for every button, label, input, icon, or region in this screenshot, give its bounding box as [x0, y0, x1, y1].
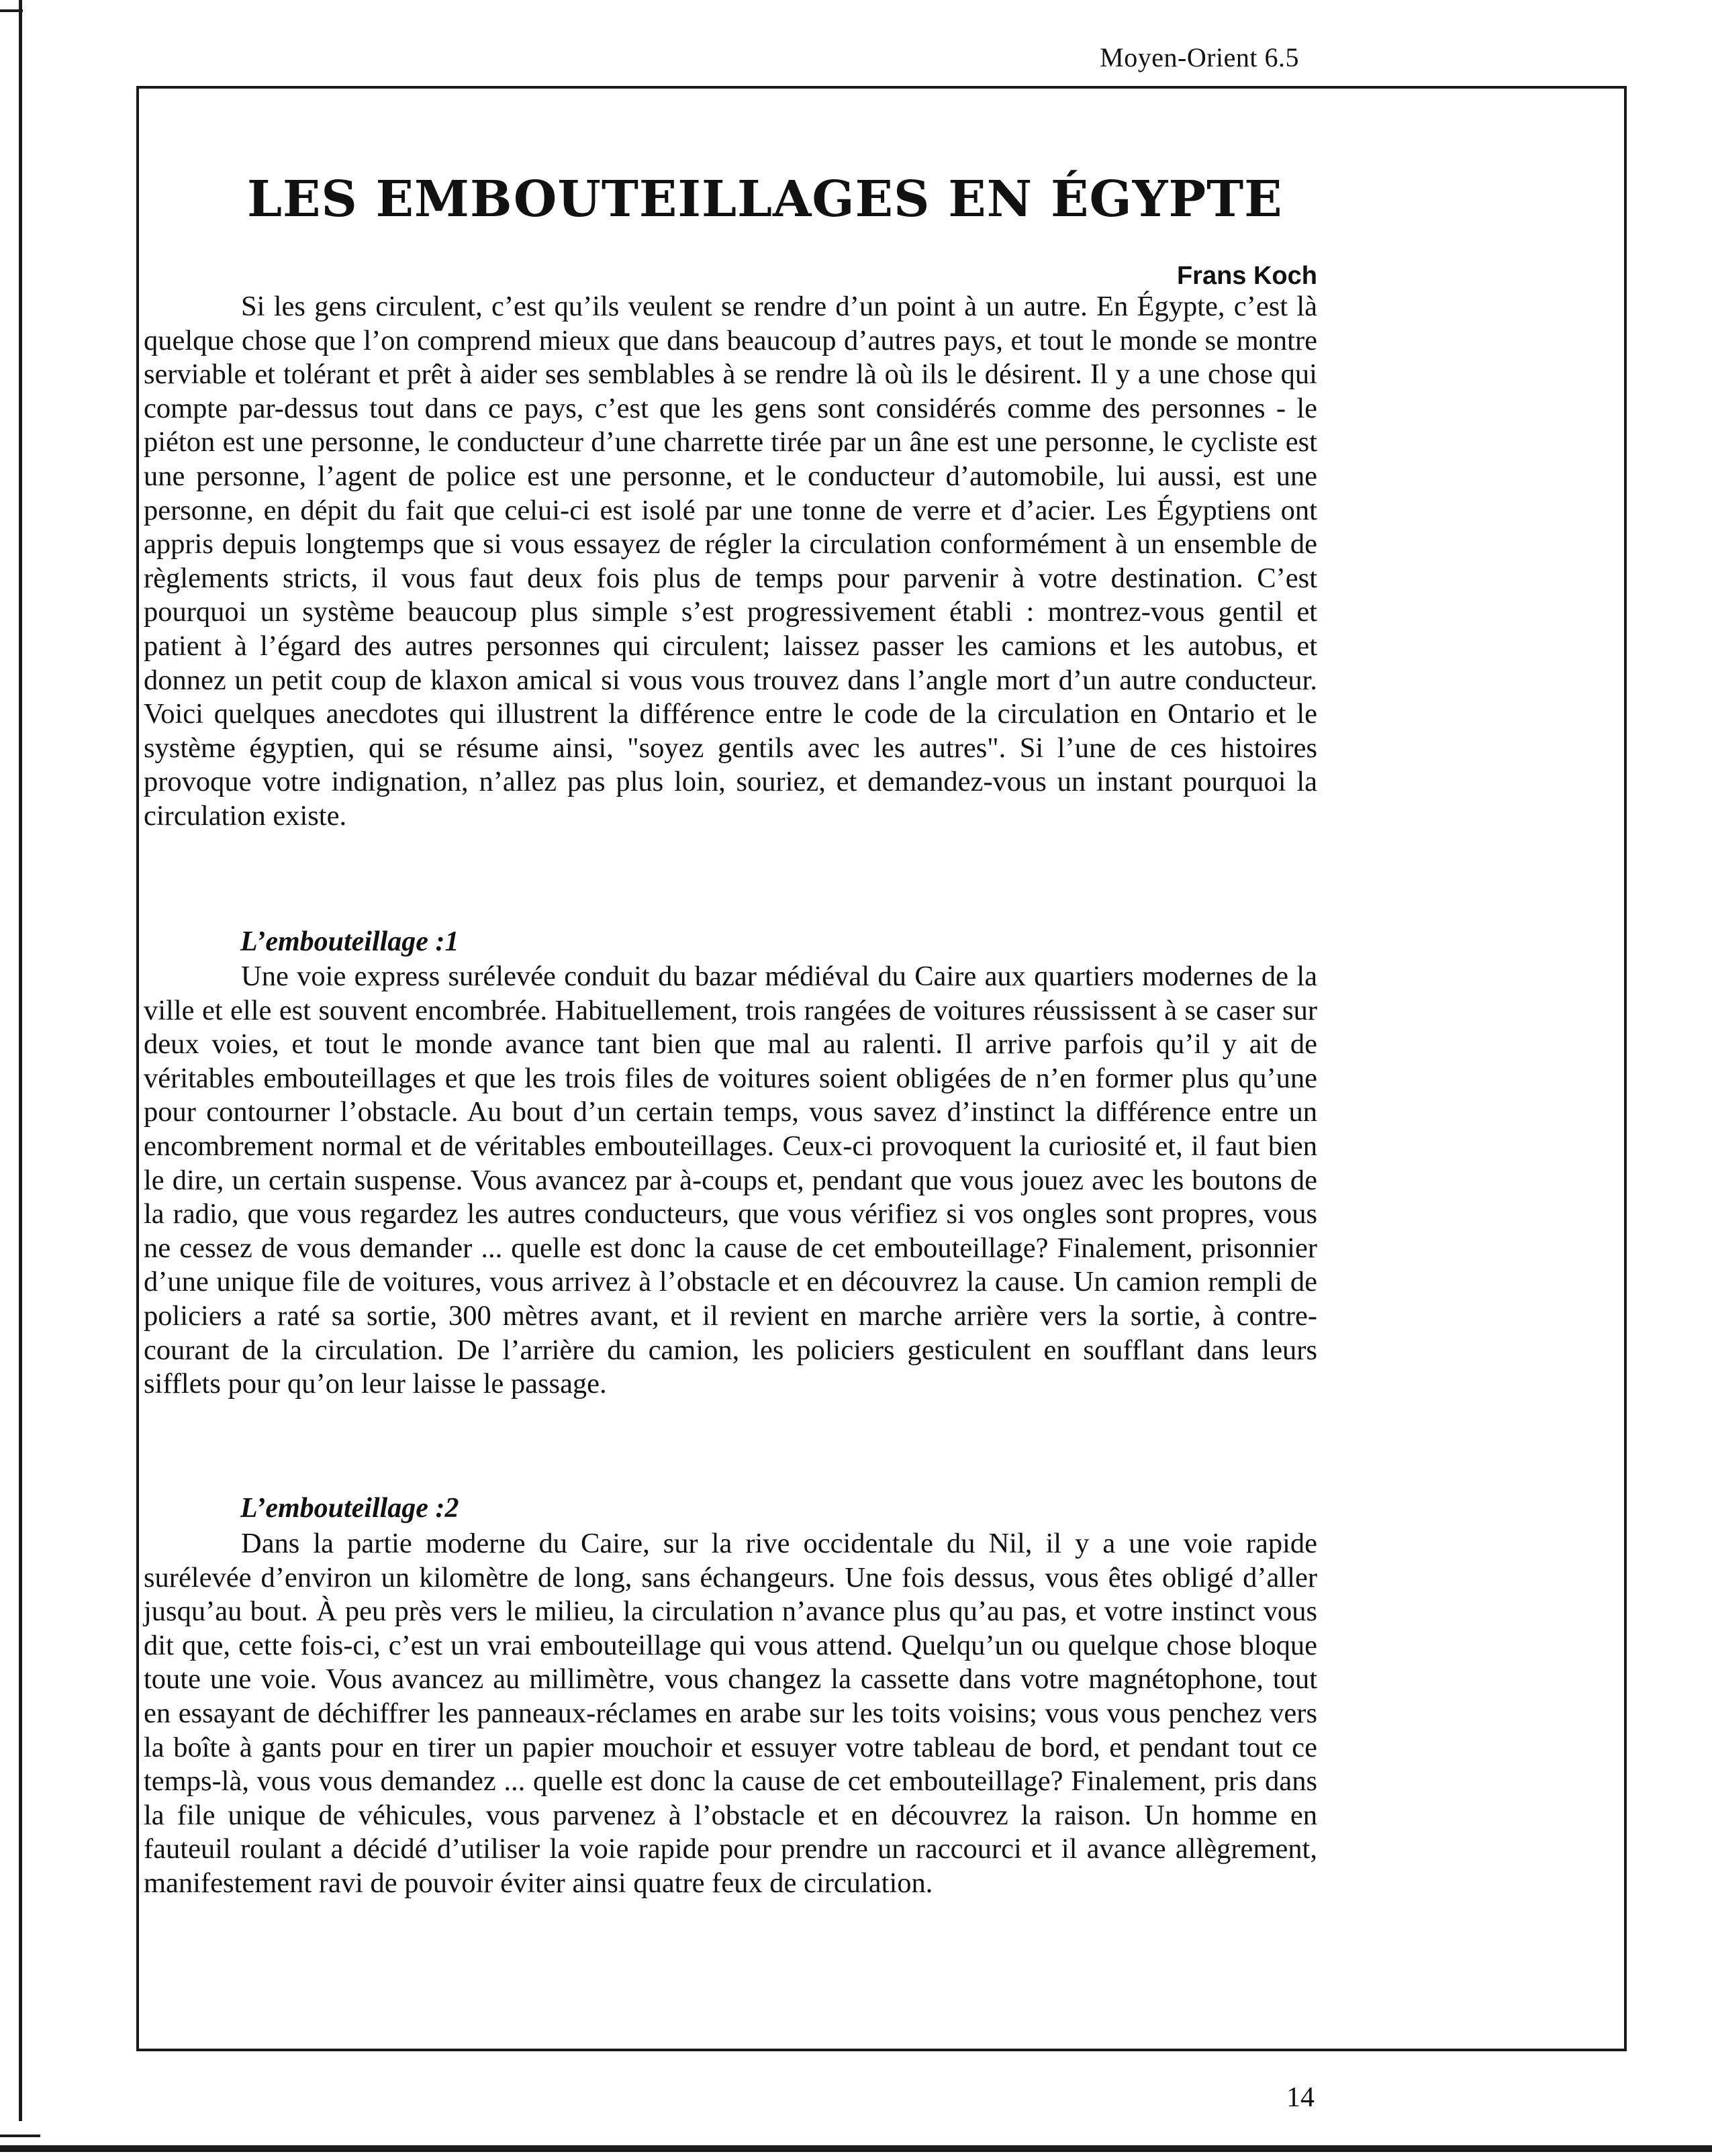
author-name: Frans Koch — [1176, 262, 1317, 290]
article-title: LES EMBOUTEILLAGES EN ÉGYPTE — [247, 170, 1283, 228]
binding-margin-line — [19, 0, 22, 2121]
intro-paragraph: Si les gens circulent, c’est qu’ils veulent se rendre d’un point à un autre. En Égypte, c’est là quelque chose que l’on comprend mieux que dans beaucoup d’autres pays, et tout le monde se montre serviable et tolérant et prêt à aider ses semblables à se rendre là où ils le désirent. Il y a une chose qui compte par-dessus tout dans ce pays, c’est que les gens sont considérés comme des personnes - le piéton est une personne, le conducteur d’une charrette tirée par un âne est une personne, le cycliste est une personne, l’agent de police est une personne, et le conducteur d’automobile, lui aussi, est une personne, en dépit du fait que celui-ci est isolé par une tonne de verre et d’acier. Les Égyptiens ont appris depuis longtemps que si vous essayez de régler la circulation conformément à un ensemble de règlements stricts, il vous faut deux fois plus de temps pour parvenir à votre destination. C’est pourquoi un système beaucoup plus simple s’est progressivement établi : montrez-vous gentil et patient à l’égard des autres personnes qui circulent; laissez passer les camions et les autobus, et donnez un petit coup de klaxon amical si vous vous trouvez dans l’angle mort d’un autre conducteur. Voici quelques anecdotes qui illustrent la différence entre le code de la circulation en Ontario et le système égyptien, qui se résume ainsi, "soyez gentils avec les autres". Si l’une de ces histoires provoque votre indignation, n’allez pas plus loin, souriez, et demandez-vous un instant pourquoi la circulation existe. — [144, 291, 1317, 832]
section-paragraph-1: Une voie express surélevée conduit du bazar médiéval du Caire aux quartiers modernes de la ville et elle est souvent encombrée. Habituellement, trois rangées de voitures réussissent à se caser sur deux voies, et tout le monde avance tant bien que mal au ralenti. Il arrive parfois qu’il y ait de véritables embouteillages et que les trois files de voitures soient obligées de n’en former plus qu’une pour contourner l’obstacle. Au bout d’un certain temps, vous savez d’instinct la différence entre un encombrement normal et de véritables embouteillages. Ceux-ci provoquent la curiosité et, il faut bien le dire, un certain suspense. Vous avancez par à-coups et, pendant que vous jouez avec les boutons de la radio, que vous regardez les autres conducteurs, que vous vérifiez si vos ongles sont propres, vous ne cessez de vous demander ... quelle est donc la cause de cet embouteillage? Finalement, prisonnier d’une unique file de voitures, vous arrivez à l’obstacle et en découvrez la cause. Un camion rempli de policiers a raté sa sortie, 300 mètres avant, et il revient en marche arrière vers la sortie, à contre-courant de la circulation. De l’arrière du camion, les policiers gesticulent en soufflant dans leurs sifflets pour qu’on leur laisse le passage. — [144, 961, 1317, 1400]
binding-tick-top — [0, 9, 23, 12]
section-paragraph-2: Dans la partie moderne du Caire, sur la rive occidentale du Nil, il y a une voie rapide surélevée d’environ un kilomètre de long, sans échangeurs. Une fois dessus, vous êtes obligé d’aller jusqu’au bout. À peu près vers le milieu, la circulation n’avance plus qu’au pas, et votre instinct vous dit que, cette fois-ci, c’est un vrai embouteillage qui vous attend. Quelqu’un ou quelque chose bloque toute une voie. Vous avancez au millimètre, vous changez la cassette dans votre magnétophone, tout en essayant de déchiffrer les panneaux-réclames en arabe sur les toits voisins; vous vous penchez vers la boîte à gants pour en tirer un papier mouchoir et essuyer votre tableau de bord, et pendant tout ce temps-là, vous vous demandez ... quelle est donc la cause de cet embouteillage? Finalement, pris dans la file unique de véhicules, vous parvenez à l’obstacle et en découvrez la raison. Un homme en fauteuil roulant a décidé d’utiliser la voie rapide pour prendre un raccourci et il avance allègrement, manifestement ravi de pouvoir éviter ainsi quatre feux de circulation. — [144, 1528, 1317, 1899]
section-heading-1: L’embouteillage :1 — [240, 926, 459, 957]
bottom-rule — [0, 2145, 1712, 2152]
running-header: Moyen-Orient 6.5 — [1100, 42, 1299, 72]
page-number: 14 — [1286, 2082, 1315, 2113]
binding-tick-bottom — [0, 2135, 40, 2137]
section-heading-2: L’embouteillage :2 — [240, 1493, 459, 1524]
